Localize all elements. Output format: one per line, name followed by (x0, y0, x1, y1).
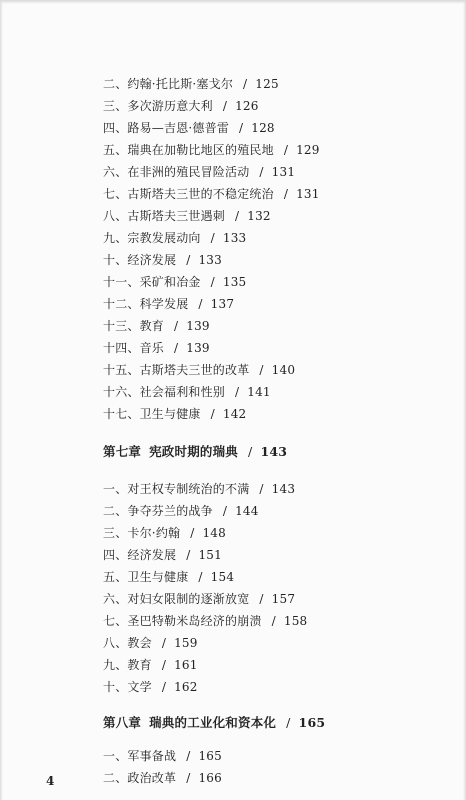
toc-entry[interactable] (103, 208, 271, 224)
toc-entry-page: 131 (296, 187, 320, 201)
toc-entry-title: 三、卡尔·约翰 (103, 526, 181, 540)
toc-entry[interactable] (103, 186, 320, 202)
toc-separator: / (210, 231, 215, 245)
toc-chapter-page: 143 (260, 444, 288, 459)
toc-entry-title: 十五、古斯塔夫三世的改革 (103, 363, 250, 377)
toc-entry-title: 二、争夺芬兰的战争 (103, 504, 213, 518)
toc-entry-title: 十一、采矿和冶金 (103, 275, 201, 289)
toc-entry-page: 135 (222, 275, 247, 289)
toc-separator: / (210, 275, 215, 289)
toc-chapter-title: 瑞典的工业化和资本化 (149, 715, 277, 730)
toc-entry-page: 139 (186, 319, 210, 333)
toc-entry-page: 157 (271, 592, 296, 606)
toc-entry-page: 137 (210, 297, 235, 311)
toc-entry[interactable] (103, 591, 295, 607)
toc-chapter-heading[interactable] (103, 715, 325, 731)
toc-separator: / (174, 319, 179, 333)
toc-entry[interactable] (103, 142, 320, 158)
toc-entry-page: 162 (174, 680, 198, 694)
toc-entry-page: 133 (198, 253, 222, 267)
toc-entry-page: 141 (247, 385, 271, 399)
toc-entry-page: 142 (222, 407, 247, 421)
toc-entry[interactable] (103, 481, 295, 497)
toc-entry-title: 五、瑞典在加勒比地区的殖民地 (103, 143, 274, 157)
toc-entry-title: 六、对妇女限制的逐渐放宽 (103, 592, 250, 606)
toc-entry-page: 154 (210, 570, 235, 584)
toc-separator: / (259, 363, 264, 377)
toc-entry-title: 一、对王权专制统治的不满 (103, 482, 250, 496)
toc-separator: / (161, 680, 167, 694)
toc-entry-title: 十四、音乐 (103, 341, 165, 355)
toc-entry[interactable] (103, 318, 210, 334)
toc-entry[interactable] (103, 252, 222, 268)
toc-separator: / (222, 504, 228, 518)
toc-entry-title: 十三、教育 (103, 319, 165, 333)
toc-separator: / (235, 209, 240, 223)
toc-entry[interactable] (103, 98, 259, 114)
toc-entry-page: 129 (296, 143, 320, 157)
toc-entry-page: 132 (247, 209, 271, 223)
toc-separator: / (190, 526, 195, 540)
toc-entry-page: 165 (198, 749, 222, 763)
toc-entry-page: 125 (255, 77, 279, 91)
toc-entry-page: 148 (202, 526, 226, 540)
toc-chapter-page: 165 (298, 715, 326, 730)
toc-separator: / (286, 715, 291, 730)
toc-entry[interactable] (103, 76, 279, 92)
toc-entry[interactable] (103, 635, 198, 651)
toc-entry-title: 十、文学 (103, 680, 152, 694)
toc-entry-title: 二、政治改革 (103, 771, 177, 785)
toc-separator: / (248, 444, 253, 459)
toc-entry-page: 143 (271, 482, 296, 496)
toc-separator: / (235, 385, 240, 399)
toc-separator: / (259, 592, 264, 606)
toc-entry-title: 一、军事备战 (103, 749, 177, 763)
toc-separator: / (271, 614, 276, 628)
toc-entry-title: 十六、社会福利和性别 (103, 385, 226, 399)
toc-entry[interactable] (103, 613, 307, 629)
toc-entry[interactable] (103, 547, 222, 563)
toc-chapter-heading[interactable] (103, 444, 287, 460)
toc-entry-title: 十七、卫生与健康 (103, 407, 201, 421)
toc-entry-title: 八、教会 (103, 636, 152, 650)
toc-separator: / (239, 121, 244, 135)
toc-separator: / (210, 407, 215, 421)
toc-entry-title: 十、经济发展 (103, 253, 177, 267)
toc-entry[interactable] (103, 362, 295, 378)
toc-chapter-label: 第八章 (103, 715, 142, 730)
toc-entry-title: 四、经济发展 (103, 548, 177, 562)
scan-edge-left (0, 0, 3, 800)
toc-entry-title: 五、卫生与健康 (103, 570, 189, 584)
toc-entry-page: 144 (235, 504, 259, 518)
toc-entry[interactable] (103, 296, 234, 312)
toc-separator: / (259, 165, 264, 179)
toc-entry[interactable] (103, 406, 246, 422)
toc-entry[interactable] (103, 748, 222, 764)
toc-entry-page: 158 (283, 614, 308, 628)
toc-entry[interactable] (103, 384, 271, 400)
toc-separator: / (186, 253, 191, 267)
toc-separator: / (186, 771, 191, 785)
toc-separator: / (283, 143, 289, 157)
toc-entry-title: 八、古斯塔夫三世遇刺 (103, 209, 226, 223)
toc-separator: / (222, 99, 228, 113)
scan-edge-top (0, 0, 466, 4)
toc-separator: / (259, 482, 264, 496)
toc-chapter-label: 第七章 (103, 444, 142, 459)
toc-entry-page: 161 (174, 658, 198, 672)
toc-entry[interactable] (103, 569, 234, 585)
toc-entry[interactable] (103, 274, 246, 290)
toc-separator: / (198, 570, 203, 584)
toc-separator: / (186, 749, 191, 763)
toc-entry-page: 159 (174, 636, 198, 650)
toc-chapter-title: 宪政时期的瑞典 (149, 444, 239, 459)
toc-separator: / (186, 548, 191, 562)
toc-separator: / (161, 658, 167, 672)
toc-entry[interactable] (103, 230, 246, 246)
toc-entry-title: 七、圣巴特勒米岛经济的崩溃 (103, 614, 262, 628)
toc-entry[interactable] (103, 770, 222, 786)
toc-entry[interactable] (103, 657, 198, 673)
toc-entry-page: 140 (271, 363, 296, 377)
toc-entry-page: 139 (186, 341, 210, 355)
toc-entry-title: 九、宗教发展动向 (103, 231, 201, 245)
toc-entry-page: 133 (222, 231, 247, 245)
toc-entry[interactable] (103, 340, 210, 356)
toc-entry-page: 166 (198, 771, 222, 785)
toc-entry[interactable] (103, 679, 198, 695)
toc-entry-title: 六、在非洲的殖民冒险活动 (103, 165, 250, 179)
toc-entry-title: 三、多次游历意大利 (103, 99, 213, 113)
page-number: 4 (46, 774, 55, 788)
toc-separator: / (198, 297, 203, 311)
toc-entry-title: 七、古斯塔夫三世的不稳定统治 (103, 187, 274, 201)
toc-entry-title: 九、教育 (103, 658, 152, 672)
toc-separator: / (283, 187, 289, 201)
toc-entry-page: 151 (198, 548, 222, 562)
toc-entry[interactable] (103, 525, 226, 541)
toc-entry-page: 128 (251, 121, 275, 135)
toc-separator: / (174, 341, 179, 355)
toc-entry-title: 四、路易—吉恩·德普雷 (103, 121, 230, 135)
toc-entry-title: 二、约翰·托比斯·塞戈尔 (103, 77, 234, 91)
toc-separator: / (243, 77, 248, 91)
toc-entry-page: 126 (235, 99, 259, 113)
toc-separator: / (161, 636, 167, 650)
toc-entry[interactable] (103, 164, 295, 180)
toc-entry[interactable] (103, 503, 259, 519)
toc-entry-page: 131 (271, 165, 296, 179)
toc-entry-title: 十二、科学发展 (103, 297, 189, 311)
toc-entry[interactable] (103, 120, 275, 136)
